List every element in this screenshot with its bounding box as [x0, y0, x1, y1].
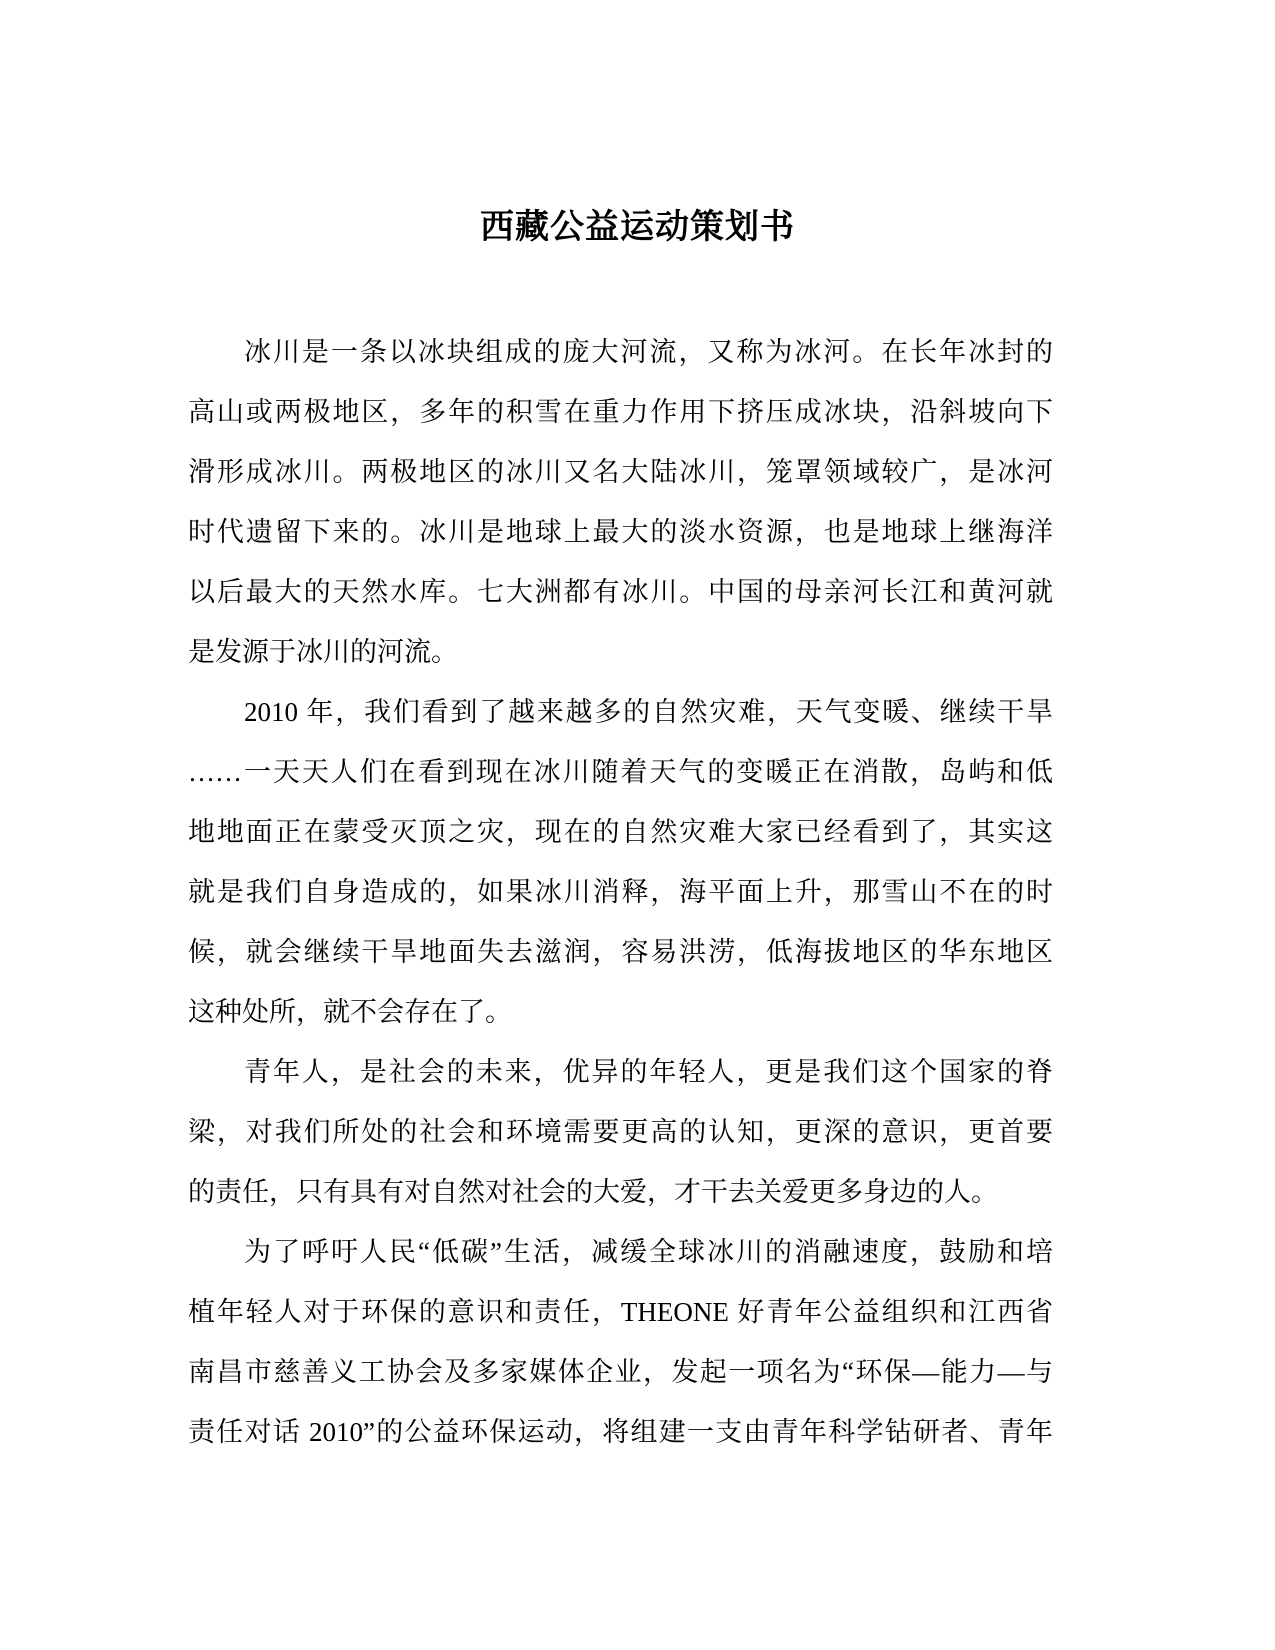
text-line: 冰川是一条以冰块组成的庞大河流，又称为冰河。在长年冰封的 — [244, 337, 1053, 367]
text-line: 滑形成冰川。两极地区的冰川又名大陆冰川，笼罩领域较广，是冰河 — [188, 457, 1053, 487]
paragraph — [188, 682, 1053, 1042]
text-line: 候，就会继续干旱地面失去滋润，容易洪涝，低海拔地区的华东地区 — [188, 937, 1053, 967]
text-line: 南昌市慈善义工协会及多家媒体企业，发起一项名为“环保—能力—与 — [188, 1357, 1053, 1387]
text-line: 就是我们自身造成的，如果冰川消释，海平面上升，那雪山不在的时 — [188, 877, 1053, 907]
text-line: 以后最大的天然水库。七大洲都有冰川。中国的母亲河长江和黄河就 — [188, 577, 1053, 607]
text-line: 这种处所，就不会存在了。 — [188, 997, 512, 1027]
text-line: 的责任，只有具有对自然对社会的大爱，才干去关爱更多身边的人。 — [188, 1177, 998, 1207]
text-line: 是发源于冰川的河流。 — [188, 637, 458, 667]
paragraph — [188, 322, 1053, 682]
text-line: 责任对话 2010”的公益环保运动，将组建一支由青年科学钻研者、青年 — [188, 1417, 1053, 1447]
text-line: 2010 年，我们看到了越来越多的自然灾难，天气变暖、继续干旱 — [244, 697, 1053, 727]
paragraph — [188, 1042, 1053, 1222]
text-line: 青年人，是社会的未来，优异的年轻人，更是我们这个国家的脊 — [244, 1057, 1053, 1087]
text-line: 梁，对我们所处的社会和环境需要更高的认知，更深的意识，更首要 — [188, 1117, 1053, 1147]
text-line: 高山或两极地区，多年的积雪在重力作用下挤压成冰块，沿斜坡向下 — [188, 397, 1053, 427]
text-line: ……一天天人们在看到现在冰川随着天气的变暖正在消散，岛屿和低 — [188, 757, 1053, 787]
text-line: 植年轻人对于环保的意识和责任，THEONE 好青年公益组织和江西省 — [188, 1297, 1053, 1327]
document-body — [0, 322, 1275, 1462]
document-title: 西藏公益运动策划书 — [480, 208, 795, 246]
text-line: 为了呼吁人民“低碳”生活，减缓全球冰川的消融速度，鼓励和培 — [244, 1237, 1053, 1267]
text-line: 地地面正在蒙受灭顶之灾，现在的自然灾难大家已经看到了，其实这 — [188, 817, 1053, 847]
text-line: 时代遗留下来的。冰川是地球上最大的淡水资源，也是地球上继海洋 — [188, 517, 1053, 547]
paragraph — [188, 1222, 1053, 1462]
